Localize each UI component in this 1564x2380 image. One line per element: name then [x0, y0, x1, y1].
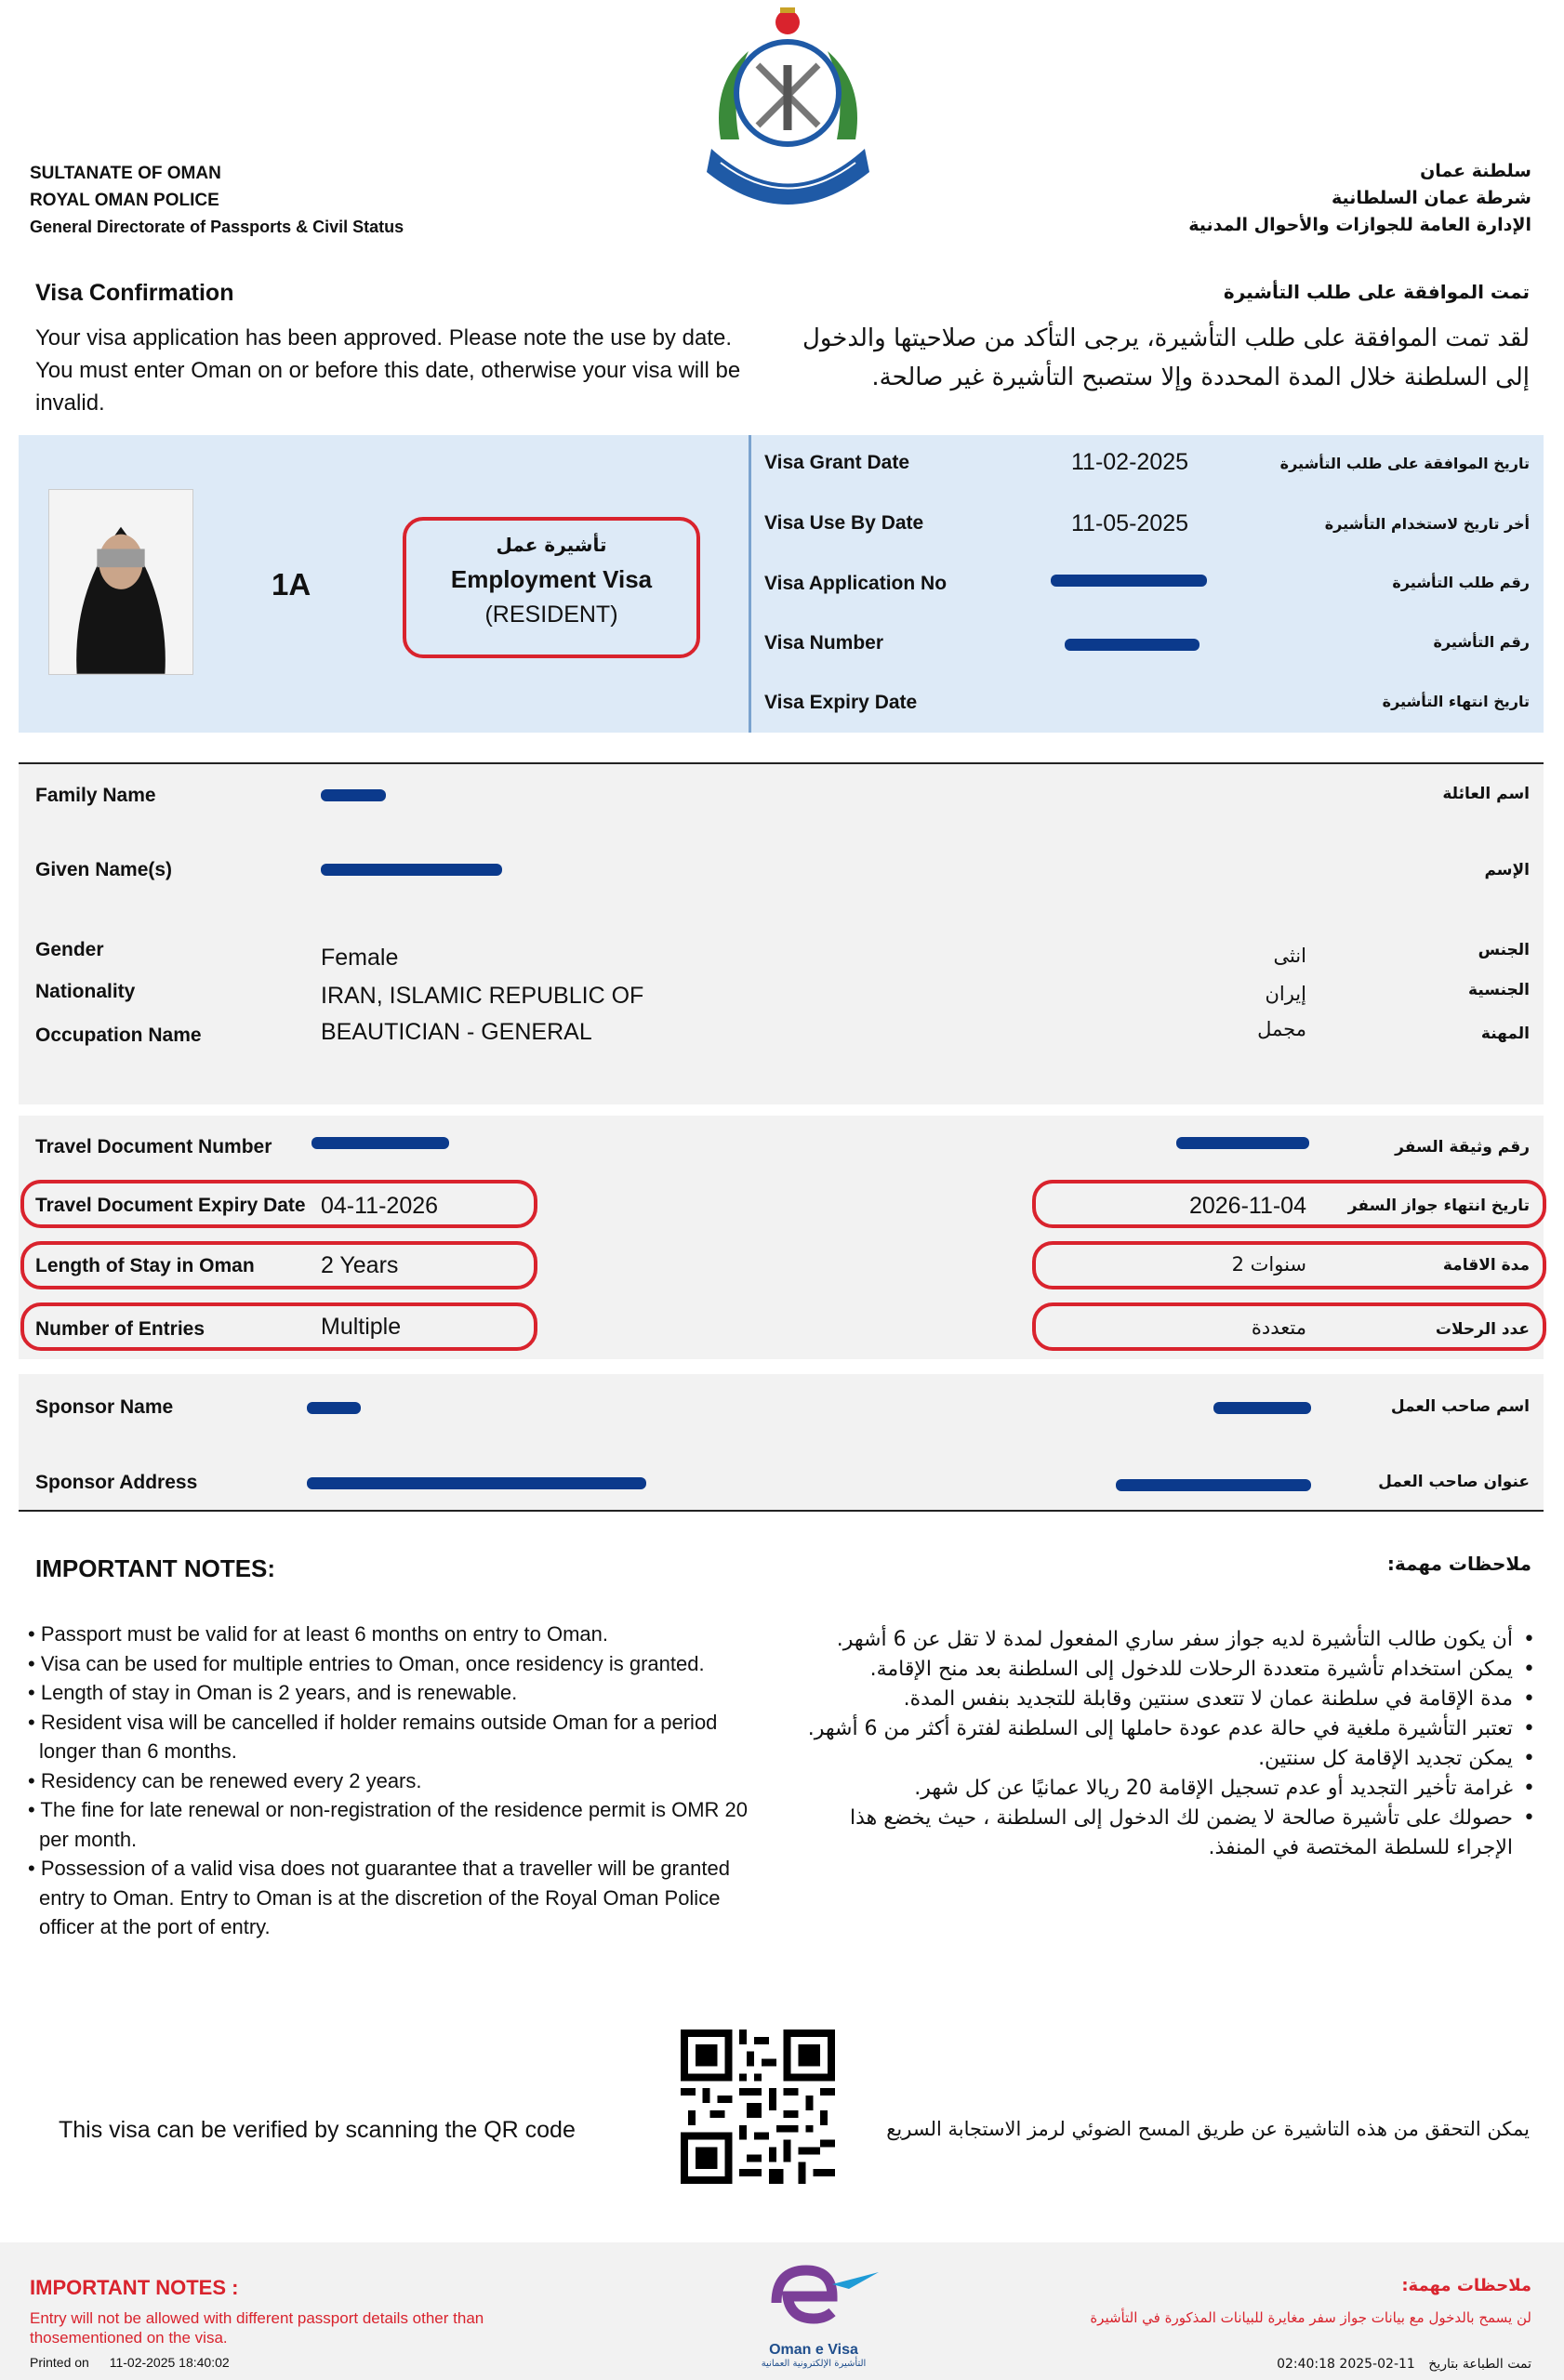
visa-grant-date-label: Visa Grant Date [764, 452, 910, 473]
header-directorate: General Directorate of Passports & Civil Status [30, 218, 404, 236]
visa-grant-date-value: 11-02-2025 [1071, 449, 1189, 475]
section-rule [19, 1510, 1544, 1512]
redaction-mark [321, 789, 386, 801]
travel-doc-expiry-value-ar: 2026-11-04 [1188, 1193, 1306, 1219]
redaction-mark [311, 1137, 449, 1149]
evisa-logo-text: Oman e Visa [769, 2342, 858, 2358]
list-item: • The fine for late renewal or non-registration of the residence permit is OMR 20 per month. [26, 1795, 751, 1854]
printed-on-value-ar: 11-02-2025 02:40:18 [1277, 2357, 1415, 2372]
list-item: • Resident visa will be cancelled if holder remains outside Oman for a period longer than 6 months. [26, 1708, 751, 1766]
header-country-ar: سلطنة عمان [1420, 161, 1531, 181]
gender-value-ar: انثى [1273, 945, 1306, 967]
occupation-label: Occupation Name [35, 1025, 202, 1046]
list-item: • مدة الإقامة في سلطنة عمان لا تتعدى سنتين وقابلة للتجديد بنفس المدة. [806, 1685, 1541, 1714]
redaction-mark [1213, 1402, 1311, 1414]
gender-label: Gender [35, 939, 104, 960]
travel-doc-number-label: Travel Document Number [35, 1136, 272, 1157]
visa-application-no-label: Visa Application No [764, 573, 948, 594]
visa-expiry-label: Visa Expiry Date [764, 692, 918, 713]
visa-grant-date-label-ar: تاريخ الموافقة على طلب التأشيرة [1279, 455, 1530, 472]
printed-on-label: Printed on [30, 2355, 89, 2370]
number-of-entries-label: Number of Entries [35, 1318, 205, 1340]
header-police: ROYAL OMAN POLICE [30, 191, 219, 210]
visa-application-no-label-ar: رقم طلب التأشيرة [1392, 574, 1530, 591]
header-directorate-ar: الإدارة العامة للجوازات والأحوال المدنية [1188, 215, 1531, 235]
visa-type-box [403, 517, 700, 658]
visa-confirmation-title-ar: تمت الموافقة على طلب التأشيرة [1223, 281, 1530, 303]
visa-type: Employment Visa [450, 565, 653, 593]
visa-use-by-value: 11-05-2025 [1071, 510, 1189, 536]
verify-text-ar: يمكن التحقق من هذه التاشيرة عن طريق المسح الضوئي لرمز الاستجابة السريع [886, 2118, 1530, 2140]
number-of-entries-label-ar: عدد الرحلات [1435, 1320, 1530, 1339]
printed-on-label-ar: تمت الطباعة بتاريخ [1428, 2357, 1531, 2372]
length-of-stay-value: 2 Years [321, 1252, 399, 1278]
footer-notes-title: IMPORTANT NOTES : [30, 2276, 239, 2299]
confirmation-text: Your visa application has been approved. Please note the use by date. You must enter Oman on or before this date, otherwise your visa will be invalid. [35, 325, 741, 416]
travel-doc-expiry-label-ar: تاريخ انتهاء جواز السفر [1347, 1197, 1530, 1215]
redaction-mark [307, 1402, 361, 1414]
redaction-mark [321, 864, 502, 876]
sponsor-address-label: Sponsor Address [35, 1472, 198, 1493]
sponsor-name-label: Sponsor Name [35, 1396, 174, 1418]
header-arabic [1188, 158, 1531, 239]
important-notes-title-ar: ملاحظات مهمة: [1386, 1553, 1531, 1575]
list-item: • يمكن استخدام تأشيرة متعددة الرحلات للدخول إلى السلطنة بعد منح الإقامة. [806, 1655, 1541, 1685]
nationality-label-ar: الجنسية [1468, 981, 1530, 999]
length-of-stay-value-ar: سنوات 2 [1231, 1253, 1306, 1276]
list-item: • Possession of a valid visa does not guarantee that a traveller will be granted entry to Oman. Entry to Oman is at the discretion of the Royal Oman Police officer at the port of entry. [26, 1854, 751, 1942]
visa-type-ar: تأشيرة عمل [496, 534, 607, 556]
redaction-mark [1116, 1479, 1311, 1491]
qr-code[interactable] [681, 2030, 835, 2184]
nationality-value-ar: إيران [1265, 983, 1306, 1005]
footer-notes-text-ar: لن يسمح بالدخول مع بيانات جواز سفر مغايرة للبيانات المذكورة في التأشيرة [1090, 2309, 1531, 2326]
visa-confirmation-title: Visa Confirmation [35, 280, 234, 306]
number-of-entries-value-ar: متعددة [1251, 1316, 1306, 1339]
visa-expiry-label-ar: تاريخ انتهاء التأشيرة [1382, 693, 1530, 710]
printed-on [30, 2355, 230, 2370]
visa-number-label: Visa Number [764, 632, 883, 654]
occupation-label-ar: المهنة [1480, 1025, 1530, 1043]
family-name-label: Family Name [35, 785, 156, 806]
evisa-e-icon [739, 2261, 888, 2335]
list-item: • Visa can be used for multiple entries to Oman, once residency is granted. [26, 1649, 751, 1679]
evisa-logo-subtext: التأشيرة الإلكترونية العمانية [761, 2359, 867, 2369]
header-police-ar: شرطة عمان السلطانية [1331, 188, 1531, 208]
list-item: • حصولك على تأشيرة صالحة لا يضمن لك الدخول إلى السلطنة ، حيث يخضع هذا الإجراء للسلطة المختصة في المنفذ. [806, 1804, 1541, 1863]
personal-panel [19, 764, 1544, 1104]
gender-label-ar: الجنس [1478, 941, 1530, 959]
sponsor-panel [19, 1374, 1544, 1510]
given-names-label: Given Name(s) [35, 859, 173, 880]
list-item: • Length of stay in Oman is 2 years, and is renewable. [26, 1678, 751, 1708]
footer-notes-text: Entry will not be allowed with different passport details other than thosementioned on the visa. [30, 2309, 484, 2347]
list-item: • Passport must be valid for at least 6 months on entry to Oman. [26, 1620, 751, 1649]
redaction-mark [1051, 575, 1207, 587]
verify-text: This visa can be verified by scanning the QR code [59, 2117, 576, 2143]
sponsor-name-label-ar: اسم صاحب العمل [1390, 1397, 1530, 1416]
footer-notes-title-ar: ملاحظات مهمة: [1401, 2276, 1531, 2295]
oman-evisa-logo [739, 2261, 888, 2373]
number-of-entries-value: Multiple [321, 1314, 402, 1340]
given-names-label-ar: الإسم [1484, 861, 1530, 879]
header-country: SULTANATE OF OMAN [30, 164, 221, 183]
printed-on-ar [1277, 2357, 1531, 2372]
printed-on-value: 11-02-2025 18:40:02 [109, 2355, 230, 2370]
important-notes-title: IMPORTANT NOTES: [35, 1554, 276, 1582]
visa-use-by-label-ar: أخر تاريخ لاستخدام التأشيرة [1324, 515, 1530, 533]
important-notes-list [26, 1620, 751, 1942]
list-item: • أن يكون طالب التأشيرة لديه جواز سفر ساري المفعول لمدة لا تقل عن 6 أشهر. [806, 1625, 1541, 1655]
important-notes-list-ar [806, 1625, 1541, 1863]
nationality-value: IRAN, ISLAMIC REPUBLIC OF [321, 983, 644, 1009]
occupation-value: BEAUTICIAN - GENERAL [321, 1019, 592, 1045]
visa-panel-divider [749, 435, 751, 733]
confirmation-text-ar: لقد تمت الموافقة على طلب التأشيرة، يرجى التأكد من صلاحيتها والدخول إلى السلطنة خلال المدة المحددة وإلا ستصبح التأشيرة غير صالحة. [802, 324, 1530, 391]
length-of-stay-label: Length of Stay in Oman [35, 1255, 255, 1276]
occupation-value-ar: مجمل [1257, 1018, 1306, 1040]
list-item: • غرامة تأخير التجديد أو عدم تسجيل الإقامة 20 ريالا عمانيًا عن كل شهر. [806, 1774, 1541, 1804]
travel-doc-expiry-value: 04-11-2026 [321, 1193, 439, 1219]
sponsor-address-label-ar: عنوان صاحب العمل [1378, 1473, 1530, 1491]
list-item: • يمكن تجديد الإقامة كل سنتين. [806, 1744, 1541, 1774]
family-name-label-ar: اسم العائلة [1442, 785, 1530, 803]
visa-use-by-label: Visa Use By Date [764, 512, 924, 534]
redaction-mark [1065, 639, 1200, 651]
visa-category-code: 1A [272, 567, 311, 602]
length-of-stay-label-ar: مدة الاقامة [1442, 1256, 1530, 1275]
header-english [30, 160, 404, 241]
gender-value: Female [321, 945, 399, 971]
travel-doc-number-label-ar: رقم وثيقة السفر [1395, 1138, 1530, 1157]
nationality-label: Nationality [35, 981, 136, 1002]
list-item: • تعتبر التأشيرة ملغية في حالة عدم عودة حاملها إلى السلطنة لفترة أكثر من 6 أشهر. [806, 1714, 1541, 1744]
list-item: • Residency can be renewed every 2 years. [26, 1766, 751, 1796]
redaction-mark [1176, 1137, 1309, 1149]
travel-doc-expiry-label: Travel Document Expiry Date [35, 1195, 306, 1216]
redaction-mark [307, 1477, 646, 1489]
royal-oman-police-emblem-icon [683, 0, 893, 223]
applicant-photo [48, 489, 193, 675]
visa-type-sub: (RESIDENT) [484, 602, 618, 628]
visa-number-label-ar: رقم التأشيرة [1433, 633, 1530, 651]
